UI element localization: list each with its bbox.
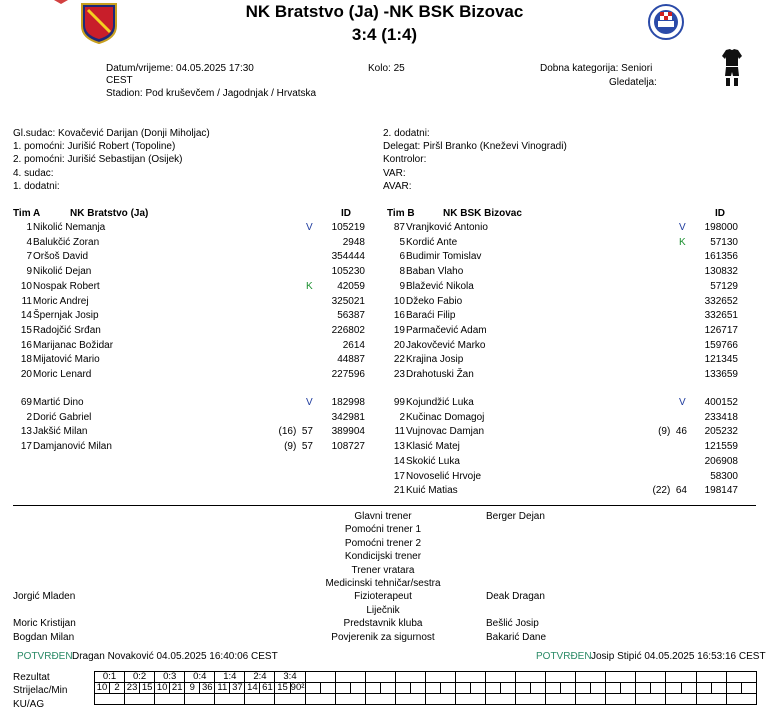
captain-mark: K [306,281,313,292]
match-spectators: Gledatelja: [609,77,657,88]
player-name: Blažević Nikola [406,281,474,292]
scorer-number-cell [425,683,440,694]
substitution-info: (22) 64 [652,485,687,496]
player-number: 8 [399,266,405,277]
scorer-minute-cell [410,683,425,694]
scorer-minute-cell [531,683,546,694]
staff-team-a: Moric Kristijan [13,618,76,629]
scorer-minute-cell: 90² [290,682,305,693]
result-cell: 0:2 [125,672,155,683]
kuag-row-label: KU/AG [13,699,45,710]
result-cell [726,672,756,683]
player-id: 332651 [704,310,738,321]
scorer-minute-cell [741,683,756,694]
staff-team-b: Deak Dragan [486,591,545,602]
player-number: 20 [393,340,405,351]
player-name: Baraći Filip [406,310,456,321]
player-id: 226802 [331,325,365,336]
scorer-minute-cell [621,683,636,694]
goalkeeper-mark: V [679,222,686,233]
player-name: Dorić Gabriel [33,412,92,423]
result-cell: 2:4 [245,672,275,683]
kuag-cell [546,694,576,705]
kuag-cell [455,694,485,705]
player-id: 2948 [342,237,365,248]
player-id: 121559 [704,441,738,452]
staff-team-b: Bešlić Josip [486,618,539,629]
kuag-row [95,694,757,705]
section-divider [13,505,756,506]
official-line: 1. pomoćni: Jurišić Robert (Topoline) [13,141,176,152]
team-a-label: Tim A [13,208,41,219]
player-id: 332652 [704,296,738,307]
scorer-number-cell [365,683,380,694]
scorer-minute-cell [380,683,395,694]
scorer-minute-cell: 2 [110,683,125,694]
player-number: 15 [20,325,32,336]
staff-role: Glavni trener [354,511,412,522]
match-title: NK Bratstvo (Ja) -NK BSK Bizovac [245,2,524,21]
player-id: 233418 [704,412,738,423]
scorer-minute-cell: 61 [260,683,275,694]
player-number: 87 [393,222,405,233]
player-number: 22 [393,354,405,365]
player-name: Jakovčević Marko [406,340,486,351]
scorer-minute-cell [320,683,335,694]
confirm-status-left: POTVRĐEN [17,651,73,662]
scorer-minute-cell [651,683,666,694]
staff-role: Kondicijski trener [344,551,422,562]
goalkeeper-mark: V [306,222,313,233]
official-line: AVAR: [383,181,412,192]
player-number: 11 [394,426,405,437]
player-number: 19 [393,325,405,336]
kuag-cell [395,694,425,705]
player-id: 126717 [704,325,738,336]
player-id: 342981 [331,412,365,423]
result-cell [546,672,576,683]
kuag-cell [95,694,125,705]
kuag-cell [425,694,455,705]
player-id: 105219 [331,222,365,233]
player-number: 18 [20,354,32,365]
player-number: 7 [26,251,32,262]
kuag-cell [155,694,185,705]
player-id: 2614 [342,340,365,351]
player-id: 161356 [704,251,738,262]
player-number: 69 [20,397,32,408]
staff-team-a: Jorgić Mladen [13,591,76,602]
player-name: Damjanović Milan [33,441,112,452]
player-name: Jakšić Milan [33,426,88,437]
player-number: 1 [26,222,32,233]
player-id: 389904 [331,426,365,437]
player-number: 99 [393,397,405,408]
player-id: 354444 [331,251,365,262]
scorer-number-cell [576,683,591,694]
result-cell: 3:4 [275,672,305,683]
kuag-cell [696,694,726,705]
player-id: 400152 [704,397,738,408]
player-number: 16 [393,310,405,321]
kuag-cell [636,694,666,705]
captain-mark: K [679,237,686,248]
goalkeeper-mark: V [679,397,686,408]
scorer-number-cell [666,683,681,694]
substitution-info: (16) 57 [278,426,313,437]
player-id: 159766 [704,340,738,351]
scorer-number-cell: 10 [95,683,110,694]
scorer-number-cell: 10 [155,683,170,694]
player-number: 16 [20,340,32,351]
player-id: 44887 [337,354,365,365]
scorer-number-cell: 23 [125,683,140,694]
match-category: Dobna kategorija: Seniori [540,63,653,74]
official-line: 4. sudac: [13,168,54,179]
player-name: Špernjak Josip [33,310,99,321]
player-number: 13 [20,426,32,437]
scorer-number-cell [516,683,531,694]
result-cell [486,672,516,683]
staff-role: Trener vratara [351,565,415,576]
player-name: Nikolić Dejan [33,266,92,277]
substitution-info: (9) 57 [284,441,313,452]
player-id: 58300 [710,471,738,482]
player-id: 108727 [331,441,365,452]
staff-role: Povjerenik za sigurnost [331,632,435,643]
player-name: Kordić Ante [406,237,458,248]
team-b-label: Tim B [387,208,415,219]
player-name: Mijatović Mario [33,354,100,365]
result-cell [696,672,726,683]
player-id: 182998 [331,397,365,408]
player-number: 10 [20,281,32,292]
kuag-cell [185,694,215,705]
kuag-cell [215,694,245,705]
player-name: Skokić Luka [406,456,460,467]
staff-team-a: Bogdan Milan [13,632,75,643]
scorer-minute-cell [681,683,696,694]
match-datetime: Datum/vrijeme: 04.05.2025 17:30 [106,63,254,74]
player-number: 14 [393,456,405,467]
staff-team-b: Berger Dejan [486,511,545,522]
scorer-row-label: Strijelac/Min [13,685,68,696]
player-number: 9 [26,266,32,277]
official-line: 1. dodatni: [13,181,60,192]
staff-role: Fizioterapeut [354,591,412,602]
scorer-minute-cell [501,683,516,694]
confirm-status-right: POTVRĐEN [536,651,592,662]
scorer-number-cell [606,683,621,694]
result-cell [606,672,636,683]
scorer-minute-cell: 37 [230,683,245,694]
player-number: 17 [393,471,405,482]
kuag-cell [335,694,365,705]
player-id: 205232 [704,426,738,437]
official-line: Kontrolor: [383,154,427,165]
player-number: 2 [26,412,32,423]
player-id: 56387 [337,310,365,321]
scorer-number-cell: 11 [215,683,230,694]
player-name: Novoselić Hrvoje [406,471,482,482]
team-a-name: NK Bratstvo (Ja) [70,208,149,219]
scorer-row [95,683,757,694]
kit-icon [721,48,743,88]
player-name: Kuić Matias [406,485,458,496]
player-id: 121345 [704,354,738,365]
player-number: 9 [399,281,405,292]
result-cell [395,672,425,683]
confirm-text-right: Josip Stipić 04.05.2025 16:53:16 CEST [591,651,766,662]
player-number: 23 [393,369,405,380]
match-stadium: Stadion: Pod kruševčem / Jagodnjak / Hrvatska [106,88,317,99]
player-name: Baban Vlaho [406,266,464,277]
result-cell: 0:4 [185,672,215,683]
scorer-minute-cell [561,683,576,694]
match-timezone: CEST [106,75,133,86]
player-name: Kučinac Domagoj [406,412,485,423]
result-cell [305,672,335,683]
player-number: 2 [399,412,405,423]
result-cell [516,672,546,683]
scorer-minute-cell [440,683,455,694]
kuag-cell [576,694,606,705]
result-row [95,672,757,683]
player-name: Nikolić Nemanja [33,222,106,233]
scorer-number-cell [335,683,350,694]
kuag-cell [305,694,335,705]
result-cell: 0:1 [95,672,125,683]
player-number: 5 [399,237,405,248]
kuag-cell [365,694,395,705]
player-name: Drahotuski Žan [406,369,474,380]
kuag-cell [245,694,275,705]
result-cell [335,672,365,683]
result-cell: 1:4 [215,672,245,683]
scorer-number-cell: 15 [275,683,290,694]
scorer-number-cell [696,683,711,694]
player-id: 133659 [704,369,738,380]
player-number: 4 [26,237,32,248]
scorer-number-cell: 9 [185,683,200,694]
player-name: Nospak Robert [33,281,100,292]
official-line: 2. pomoćni: Jurišić Sebastijan (Osijek) [13,154,183,165]
scorer-minute-cell [711,683,726,694]
official-line: 2. dodatni: [383,128,430,139]
result-cell [425,672,455,683]
scorer-number-cell [305,683,320,694]
official-line: VAR: [383,168,406,179]
player-id: 57130 [710,237,738,248]
staff-role: Predstavnik kluba [343,618,423,629]
player-name: Vranjković Antonio [406,222,488,233]
player-number: 14 [20,310,32,321]
player-name: Radojčić Srđan [33,325,101,336]
match-score: 3:4 (1:4) [351,25,418,44]
official-line: Gl.sudac: Kovačević Darijan (Donji Miholjac) [13,128,210,139]
player-name: Krajina Josip [406,354,464,365]
kuag-cell [606,694,636,705]
scorer-minute-cell [470,683,485,694]
player-name: Vujnovac Damjan [406,426,485,437]
player-name: Parmačević Adam [406,325,487,336]
result-row-label: Rezultat [13,672,50,683]
scorer-number-cell [486,683,501,694]
team-b-name: NK BSK Bizovac [443,208,522,219]
player-name: Klasić Matej [406,441,460,452]
scorer-minute-cell [350,683,365,694]
staff-role: Medicinski tehničar/sestra [325,578,441,589]
player-number: 11 [21,296,32,307]
scorer-number-cell [546,683,561,694]
scorer-number-cell [636,683,651,694]
player-number: 10 [393,296,405,307]
player-name: Moric Andrej [33,296,89,307]
team-a-id-header: ID [341,208,351,219]
player-id: 57129 [710,281,738,292]
result-cell [636,672,666,683]
staff-role: Pomoćni trener 2 [344,538,422,549]
scorer-minute-cell: 21 [170,683,185,694]
kuag-cell [666,694,696,705]
result-cell [666,672,696,683]
team-b-id-header: ID [715,208,725,219]
official-line: Delegat: Piršl Branko (Kneževi Vinogradi) [383,141,567,152]
kuag-cell [486,694,516,705]
player-name: Oršoš David [33,251,89,262]
kuag-cell [516,694,546,705]
player-number: 6 [399,251,405,262]
scorer-number-cell [395,683,410,694]
player-id: 42059 [337,281,365,292]
player-number: 20 [20,369,32,380]
kuag-cell [275,694,305,705]
player-id: 227596 [331,369,365,380]
player-name: Balukčić Zoran [33,237,100,248]
goalkeeper-mark: V [306,397,313,408]
scorer-minute-cell [591,683,606,694]
player-name: Martić Dino [33,397,84,408]
player-id: 325021 [331,296,365,307]
result-cell [576,672,606,683]
player-id: 130832 [704,266,738,277]
scorer-number-cell [726,683,741,694]
staff-team-b: Bakarić Dane [486,632,547,643]
player-name: Džeko Fabio [406,296,463,307]
kuag-cell [726,694,756,705]
substitution-info: (9) 46 [658,426,687,437]
match-round: Kolo: 25 [368,63,405,74]
kuag-cell [125,694,155,705]
staff-role: Pomoćni trener 1 [344,524,422,535]
scorer-minute-cell: 15 [140,683,155,694]
player-name: Budimir Tomislav [406,251,482,262]
player-name: Kojundžić Luka [406,397,474,408]
player-number: 21 [393,485,405,496]
scorer-number-cell: 14 [245,683,260,694]
result-cell: 0:3 [155,672,185,683]
result-cell [365,672,395,683]
player-number: 13 [393,441,405,452]
player-name: Moric Lenard [33,369,92,380]
player-number: 17 [20,441,32,452]
scorer-number-cell [455,683,470,694]
result-cell [455,672,485,683]
staff-role: Liječnik [366,605,400,616]
scorer-minute-cell: 36 [200,683,215,694]
player-id: 198000 [704,222,738,233]
player-id: 206908 [704,456,738,467]
confirm-text-left: Dragan Novaković 04.05.2025 16:40:06 CEST [72,651,278,662]
player-id: 105230 [331,266,365,277]
player-name: Marijanac Božidar [33,340,114,351]
player-id: 198147 [704,485,738,496]
scoring-table [94,671,757,705]
